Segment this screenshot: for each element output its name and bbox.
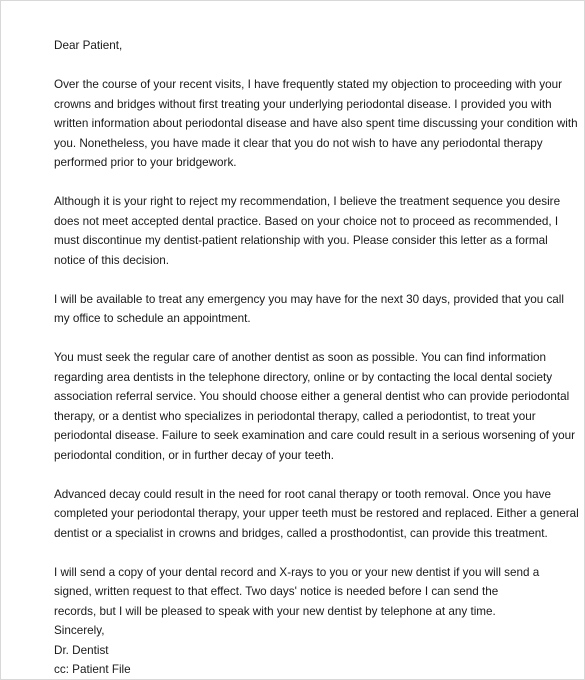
paragraph-5 [54, 485, 579, 544]
paragraph-line: crowns and bridges without first treating your underlying periodontal disease. I provided you with [54, 97, 552, 111]
paragraph-line: periodontal disease. Failure to seek examination and care could result in a serious worsening of your [54, 429, 576, 442]
salutation: Dear Patient, [54, 39, 123, 52]
paragraph-line: notice of this decision. [54, 253, 169, 267]
paragraph-line: Advanced decay could result in the need for root canal therapy or tooth removal. Once you have [54, 487, 552, 501]
paragraph-line: records, but I will be pleased to speak with your new dentist by telephone at any time. [54, 604, 496, 618]
paragraph-1 [54, 75, 578, 173]
paragraph-line: association referral service. You should choose either a general dentist who can provide periodontal [54, 390, 570, 403]
paragraph-line: my office to schedule an appointment. [54, 312, 251, 325]
paragraph-line: performed prior to your bridgework. [54, 156, 237, 169]
paragraph-line: written information about periodontal disease and have also spent time discussing your condition with [54, 117, 578, 130]
paragraph-line: You must seek the regular care of another dentist as soon as possible. You can find information [54, 351, 547, 364]
paragraph-6 [54, 563, 540, 622]
paragraph-line: I will be available to treat any emergency you may have for the next 30 days, provided that you call [54, 292, 564, 306]
paragraph-3 [54, 290, 564, 329]
signature: Dr. Dentist [54, 643, 109, 657]
letter-body [54, 36, 579, 680]
paragraph-line: periodontal condition, or in further decay of your teeth. [54, 448, 335, 462]
closing: Sincerely, [54, 624, 105, 637]
paragraph-line: dentist or a specialist in crowns and bridges, called a prosthodontist, can provide this treatment. [54, 526, 548, 540]
paragraph-line: signed, written request to that effect. Two days' notice is needed before I can send the [54, 585, 499, 598]
paragraph-line: regarding area dentists in the telephone directory, online or by contacting the local dental society [54, 370, 553, 384]
paragraph-line: you. Nonetheless, you have made it clear that you do not wish to have any periodontal therapy [54, 136, 543, 150]
paragraph-line: therapy, or a dentist who specializes in periodontal therapy, called a periodontist, to treat your [54, 409, 536, 423]
paragraph-4 [54, 348, 576, 465]
paragraph-line: Over the course of your recent visits, I have frequently stated my objection to proceeding with your [54, 78, 563, 91]
cc-line: cc: Patient File [54, 663, 131, 676]
paragraph-line: I will send a copy of your dental record and X-rays to you or your new dentist if you will send a [54, 565, 540, 579]
paragraph-line: must discontinue my dentist-patient relationship with you. Please consider this letter as a formal [54, 234, 548, 247]
paragraph-line: Although it is your right to reject my recommendation, I believe the treatment sequence you desire [54, 195, 561, 208]
paragraph-line: completed your periodontal therapy, your upper teeth must be restored and replaced. Either a general [54, 507, 579, 520]
paragraph-line: does not meet accepted dental practice. Based on your choice not to proceed as recommended, I [54, 214, 559, 228]
paragraph-2 [54, 192, 561, 270]
